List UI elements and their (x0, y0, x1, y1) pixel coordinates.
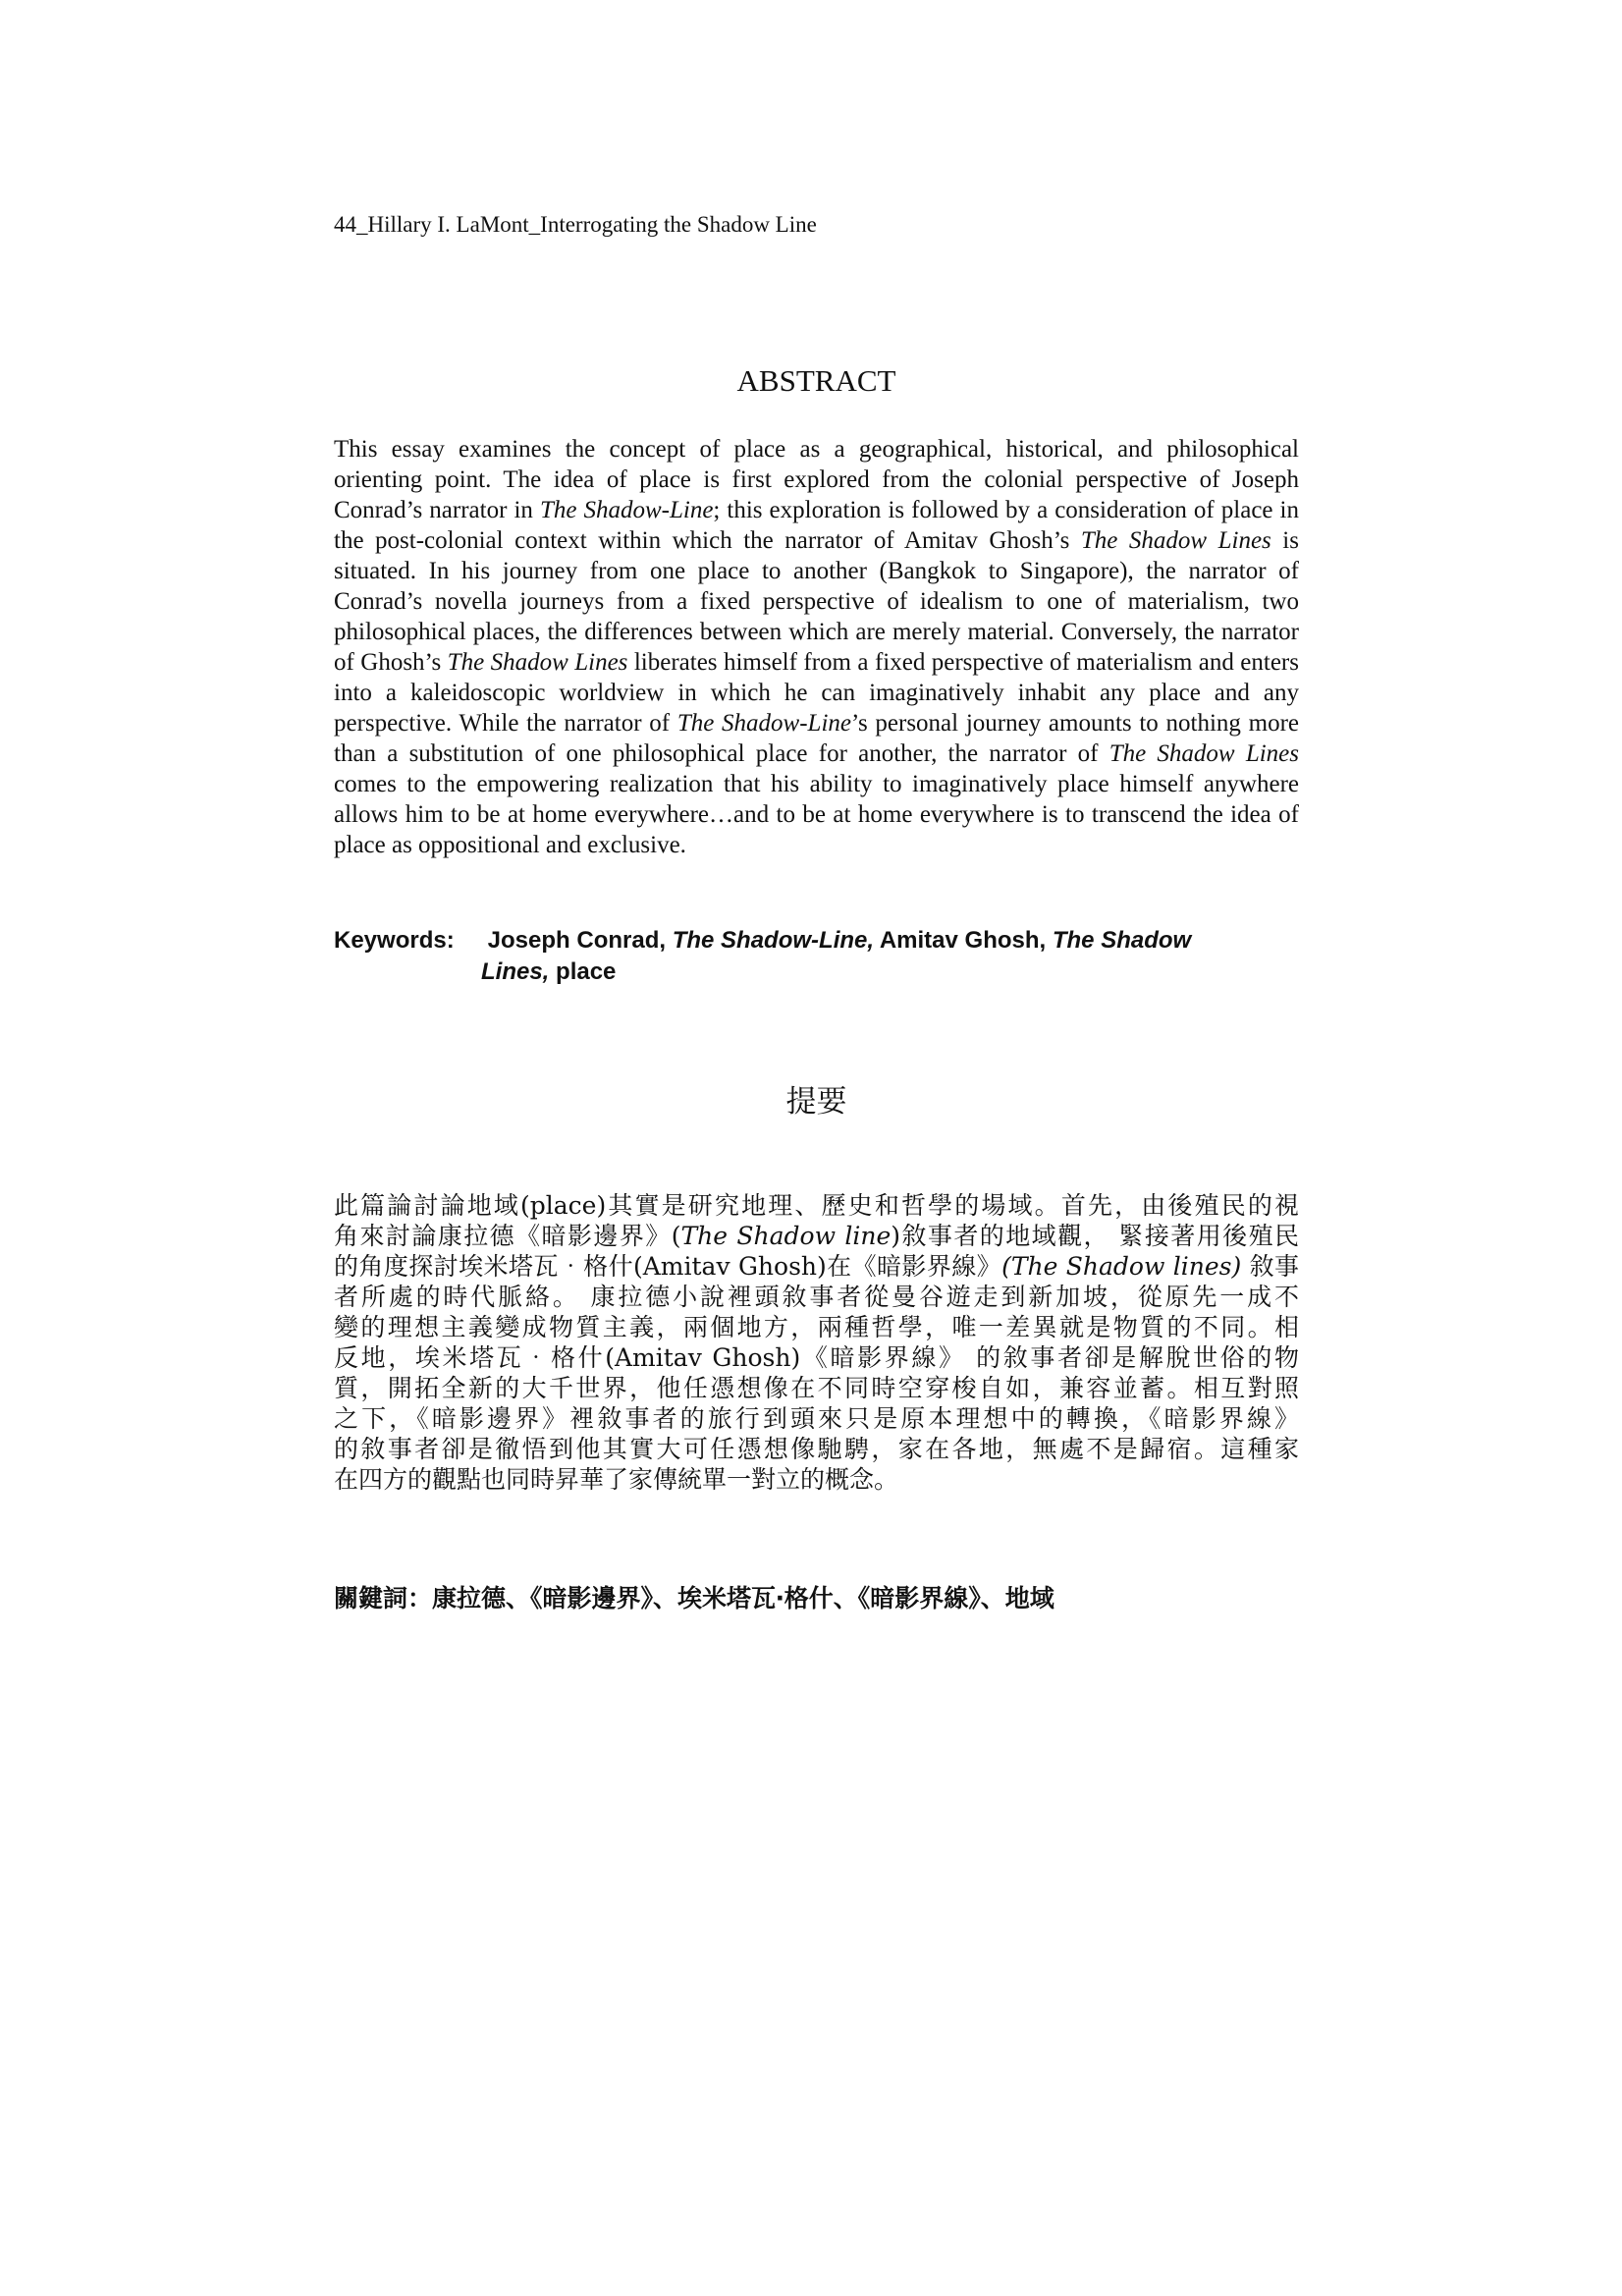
zh-text: 此篇論討論地域(place)其實是研究地理、歷史和哲學的場域。首先，由後殖民的視 (334, 1191, 1299, 1220)
keyword-text-italic: The Shadow-Line, (672, 927, 875, 954)
abstract-text: comes to the empowering realization that his ability to imaginatively place himself anywhere allows him to be at home everywhere…and to be at home everywhere is to transcend the idea of place as oppositional and exclusive. (334, 771, 1299, 858)
zh-line (334, 1403, 1299, 1434)
zh-line (334, 1434, 1299, 1464)
zh-text: 反地，埃米塔瓦‧格什(Amitav Ghosh)《暗影界線》 的敘事者卻是解脫世俗的物 (334, 1343, 1299, 1372)
abstract-title-italic: The Shadow Lines (1108, 740, 1299, 767)
zh-text: 在四方的觀點也同時昇華了家傳統單一對立的概念。 (334, 1465, 899, 1494)
abstract-title-italic: The Shadow-Line (539, 497, 714, 523)
zh-line (334, 1342, 1299, 1373)
abstract-text: liberates himself from a fixed perspective of materialism and enters into a kaleidoscopic worldview in which he can imaginatively inhabit any place and any perspective. While the narrator of (334, 649, 1299, 737)
keyword-text: place (549, 958, 617, 985)
zh-text: )敘事者的地域觀， 緊接著用後殖民 (891, 1222, 1300, 1250)
keyword-text-italic: The Shadow (1052, 927, 1192, 954)
abstract-title-italic: The Shadow Lines (447, 649, 628, 676)
zh-text-italic: The Shadow line (680, 1222, 892, 1250)
zh-line (334, 1373, 1299, 1403)
zh-text: 變的理想主義變成物質主義，兩個地方，兩種哲學，唯一差異就是物質的不同。相 (334, 1313, 1299, 1341)
abstract-title-italic: The Shadow-Line (676, 710, 851, 737)
keyword-text: Amitav Ghosh, (874, 927, 1053, 954)
abstract-text: ’s personal journey amounts to nothing more than a substitution of one philosophical place for another, the narrator of (334, 710, 1299, 767)
zh-text: 的敘事者卻是徹悟到他其實大可任憑想像馳騁，家在各地，無處不是歸宿。這種家 (334, 1435, 1299, 1463)
keywords-continuation (334, 957, 1299, 988)
zh-text: 之下，《暗影邊界》裡敘事者的旅行到頭來只是原本理想中的轉換，《暗影界線》 (334, 1404, 1299, 1433)
keyword-text: Joseph Conrad, (481, 927, 673, 954)
zh-abstract-heading: 提要 (785, 1084, 847, 1120)
zh-line (334, 1312, 1299, 1342)
abstract-title-italic: The Shadow Lines (1080, 527, 1271, 554)
zh-keywords: 關鍵詞：康拉德、《暗影邊界》、埃米塔瓦‧格什、《暗影界線》、地域 (334, 1584, 1054, 1613)
running-head: 44_Hillary I. LaMont_Interrogating the Shadow Line (334, 212, 817, 237)
abstract-body (334, 434, 1299, 860)
abstract-text: This essay examines the concept of place as a geographical, historical, and philosophical orienting point. The idea of place is first explored from the colonial perspective of Joseph Conrad’s narrator in (334, 436, 1299, 523)
keywords (334, 925, 1299, 988)
zh-text: 角來討論康拉德《暗影邊界》( (334, 1222, 681, 1250)
zh-text-italic: (The Shadow lines) (1001, 1252, 1242, 1281)
zh-line (334, 1282, 1299, 1312)
zh-text: 者所處的時代脈絡。 康拉德小說裡頭敘事者從曼谷遊走到新加坡，從原先一成不 (334, 1283, 1299, 1311)
zh-line (334, 1464, 1299, 1495)
zh-line (334, 1221, 1299, 1251)
zh-text: 的角度探討埃米塔瓦‧格什(Amitav Ghosh)在《暗影界線》 (334, 1252, 1002, 1281)
abstract-heading: ABSTRACT (736, 363, 896, 398)
zh-text: 敘事 (1241, 1252, 1299, 1281)
keyword-text-italic: Lines, (481, 958, 550, 985)
zh-line (334, 1190, 1299, 1221)
zh-line (334, 1251, 1299, 1282)
zh-text: 質，開拓全新的大千世界，他任憑想像在不同時空穿梭自如，兼容並蓄。相互對照 (334, 1374, 1299, 1402)
zh-abstract-body (334, 1190, 1299, 1495)
abstract-text: ; this exploration is followed by a consideration of place in the post-colonial context within which the narrator of Amitav Ghosh’s (334, 497, 1299, 554)
keywords-label: Keywords: (334, 927, 455, 954)
abstract-text: is situated. In his journey from one place to another (Bangkok to Singapore), the narrator of Conrad’s novella journeys from a fixed perspective of idealism to one of materialism, two philosophical places, the differences between which are merely material. Conversely, the narrator of Ghosh’s (334, 527, 1299, 676)
